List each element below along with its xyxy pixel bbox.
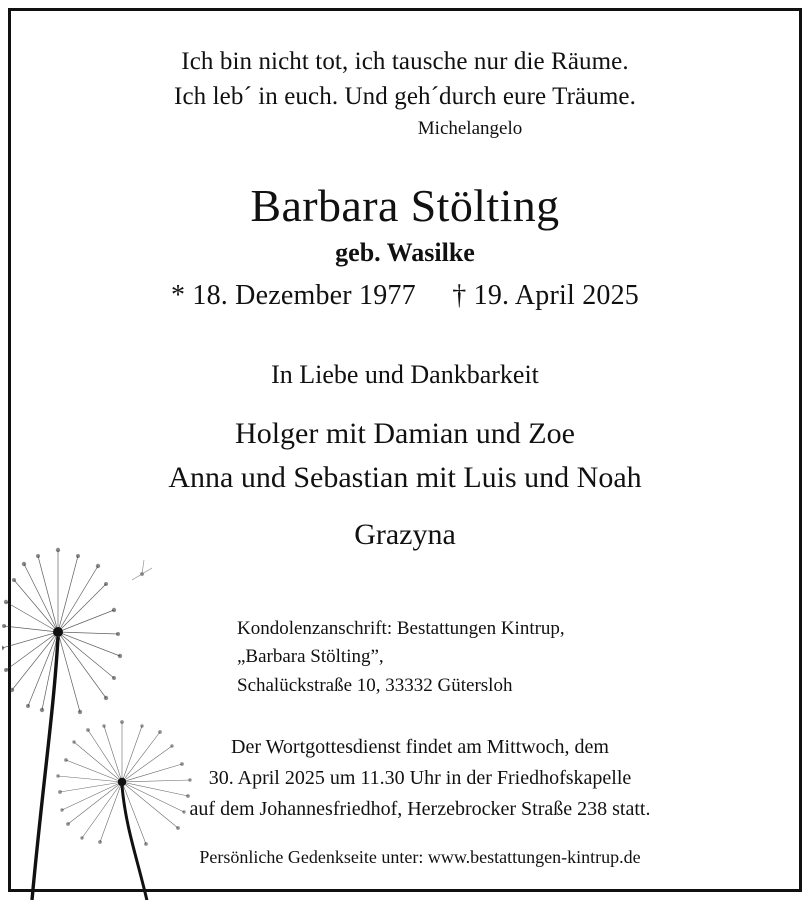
birth-date: * 18. Dezember 1977 — [170, 280, 416, 312]
condolence-address — [41, 615, 769, 701]
family-line: Grazyna — [354, 518, 456, 552]
family-list — [41, 412, 769, 557]
quote-block — [41, 45, 769, 114]
death-date: † 19. April 2025 — [452, 280, 639, 312]
life-dates — [41, 280, 769, 312]
memorial-page-link[interactable]: Persönliche Gedenkseite unter: www.bestattungen-kintrup.de — [199, 847, 641, 868]
condolence-line: Kondolenzanschrift: Bestattungen Kintrup, — [237, 617, 565, 639]
service-details — [41, 732, 769, 825]
service-line: 30. April 2025 um 11.30 Uhr in der Friedhofskapelle — [208, 767, 632, 790]
condolence-line: „Barbara Stölting”, — [237, 646, 384, 668]
deceased-name: Barbara Stölting — [250, 180, 560, 231]
quote-line-2: Ich leb´ in euch. Und geh´durch eure Träume. — [174, 82, 636, 110]
quote-author: Michelangelo — [417, 118, 523, 139]
family-line: Anna und Sebastian mit Luis und Noah — [168, 460, 642, 494]
maiden-name: geb. Wasilke — [335, 238, 475, 268]
service-line: auf dem Johannesfriedhof, Herzebrocker Straße 238 statt. — [189, 798, 651, 821]
family-line: Holger mit Damian und Zoe — [235, 417, 575, 451]
condolence-line: Schalückstraße 10, 33332 Gütersloh — [237, 674, 513, 696]
dedication-text: In Liebe und Dankbarkeit — [271, 360, 539, 390]
service-line: Der Wortgottesdienst findet am Mittwoch, dem — [231, 736, 609, 759]
quote-line-1: Ich bin nicht tot, ich tausche nur die Räume. — [181, 48, 629, 75]
notice-content — [11, 11, 799, 889]
